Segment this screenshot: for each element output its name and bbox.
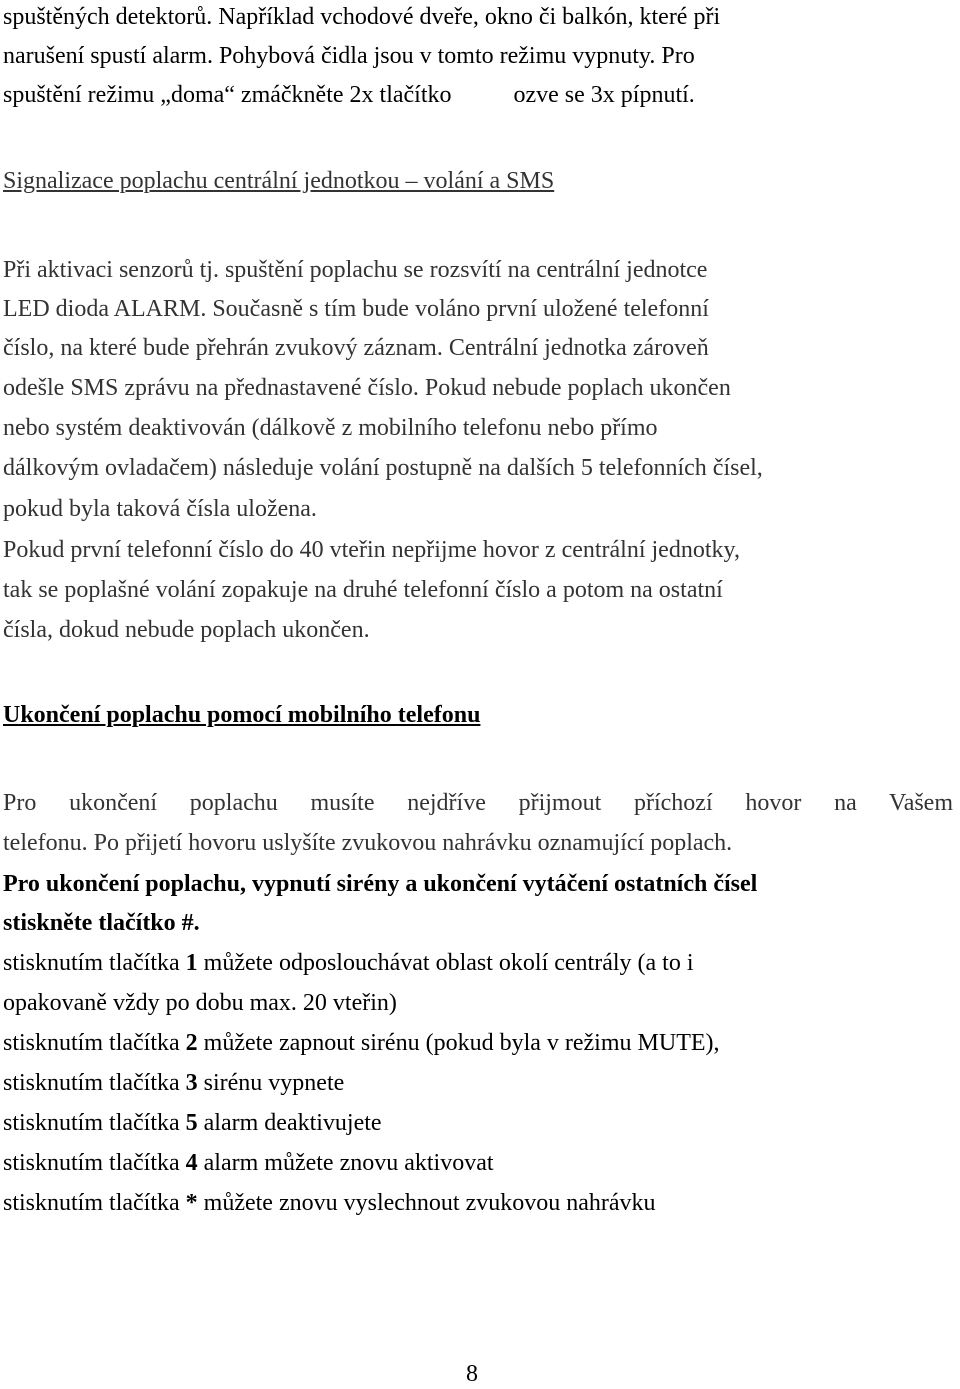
section1-line-1: Při aktivaci senzorů tj. spuštění poplachu se rozsvítí na centrální jednotce (3, 257, 708, 283)
key-instruction-3 (3, 1068, 344, 1098)
section-heading-end-alarm-by-phone: Ukončení poplachu pomocí mobilního telefonu (3, 702, 481, 728)
intro-line-1: spuštěných detektorů. Například vchodové dveře, okno či balkón, které při (3, 4, 721, 30)
section1-line-6: dálkovým ovladačem) následuje volání postupně na dalších 5 telefonních čísel, (3, 455, 763, 481)
key-instruction-star (3, 1188, 656, 1218)
key-prefix: stisknutím tlačítka (3, 1150, 180, 1176)
intro-line-3-end: ozve se 3x pípnutí. (513, 82, 695, 108)
key-number: 2 (185, 1030, 198, 1056)
section1-line-7: pokud byla taková čísla uložena. (3, 496, 317, 522)
key-action: můžete zapnout sirénu (pokud byla v režimu MUTE), (203, 1030, 720, 1056)
section2-para-line-2: telefonu. Po přijetí hovoru uslyšíte zvukovou nahrávku oznamující poplach. (3, 830, 733, 856)
section2-para-line-1: Pro ukončení poplachu musíte nejdříve přijmout příchozí hovor na Vašem (3, 790, 953, 816)
key-action: můžete odposlouchávat oblast okolí centrály (a to i (203, 950, 694, 976)
key-instruction-4 (3, 1148, 494, 1178)
key-prefix: stisknutím tlačítka (3, 1070, 180, 1096)
section2-bold-line-2: stiskněte tlačítko #. (3, 910, 200, 936)
key-action: můžete znovu vyslechnout zvukovou nahrávku (203, 1190, 656, 1216)
intro-line-2: narušení spustí alarm. Pohybová čidla jsou v tomto režimu vypnuty. Pro (3, 43, 695, 69)
section1-line-5: nebo systém deaktivován (dálkově z mobilního telefonu nebo přímo (3, 415, 658, 441)
section1-line-3: číslo, na které bude přehrán zvukový záznam. Centrální jednotka zároveň (3, 335, 709, 361)
section1-line-10: čísla, dokud nebude poplach ukončen. (3, 617, 370, 643)
key-number: 3 (185, 1070, 198, 1096)
intro-line-3-start: spuštění režimu „doma“ zmáčkněte 2x tlačítko (3, 82, 452, 108)
key-action: alarm můžete znovu aktivovat (203, 1150, 494, 1176)
key-prefix: stisknutím tlačítka (3, 1190, 180, 1216)
key-instruction-1-continuation: opakovaně vždy po dobu max. 20 vteřin) (3, 990, 397, 1016)
intro-line-3 (3, 80, 695, 110)
key-number: 1 (185, 950, 198, 976)
key-prefix: stisknutím tlačítka (3, 950, 180, 976)
page-number: 8 (466, 1361, 478, 1387)
key-number: 4 (185, 1150, 198, 1176)
section-heading-alarm-signalling: Signalizace poplachu centrální jednotkou – volání a SMS (3, 168, 555, 194)
key-prefix: stisknutím tlačítka (3, 1110, 180, 1136)
key-instruction-1 (3, 948, 694, 978)
section1-line-8: Pokud první telefonní číslo do 40 vteřin nepřijme hovor z centrální jednotky, (3, 537, 740, 563)
section1-line-4: odešle SMS zprávu na přednastavené číslo. Pokud nebude poplach ukončen (3, 375, 731, 401)
section2-bold-line-1: Pro ukončení poplachu, vypnutí sirény a ukončení vytáčení ostatních čísel (3, 871, 758, 897)
key-number: * (185, 1190, 198, 1216)
key-action: sirénu vypnete (203, 1070, 345, 1096)
key-instruction-5 (3, 1108, 382, 1138)
key-number: 5 (185, 1110, 198, 1136)
key-prefix: stisknutím tlačítka (3, 1030, 180, 1056)
section1-line-9: tak se poplašné volání zopakuje na druhé telefonní číslo a potom na ostatní (3, 577, 723, 603)
key-instruction-2 (3, 1028, 720, 1058)
key-action: alarm deaktivujete (203, 1110, 382, 1136)
section1-line-2: LED dioda ALARM. Současně s tím bude voláno první uložené telefonní (3, 296, 709, 322)
